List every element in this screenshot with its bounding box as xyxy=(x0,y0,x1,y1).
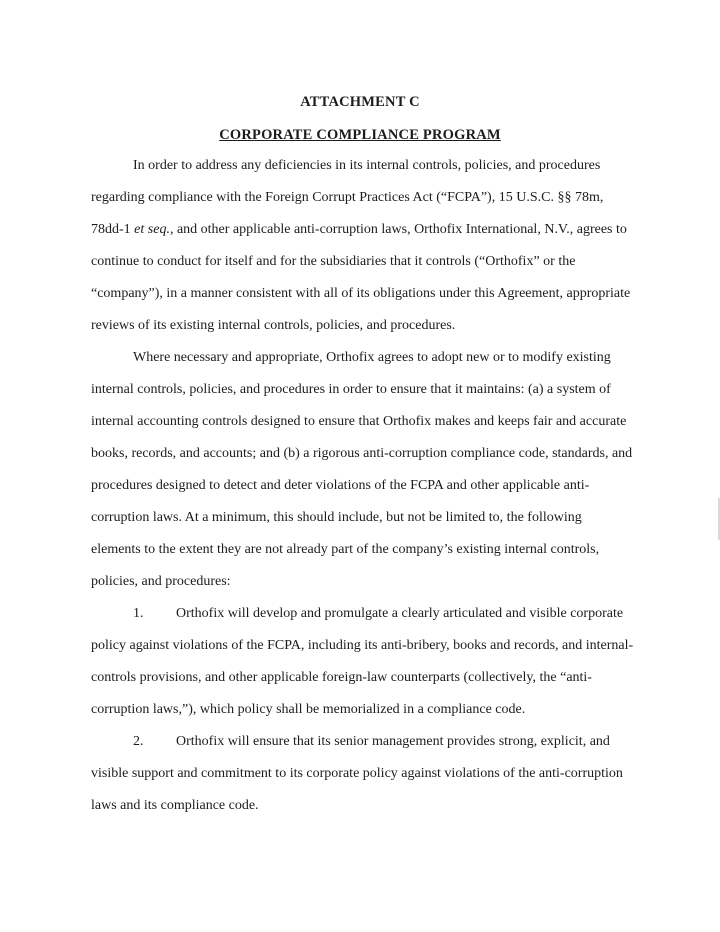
item1-line: controls provisions, and other applicable foreign-law counterparts (collectively, the “anti- xyxy=(91,670,592,685)
para2-line: corruption laws. At a minimum, this should include, but not be limited to, the following xyxy=(91,510,582,525)
para2-line: elements to the extent they are not already part of the company’s existing internal controls, xyxy=(91,542,600,557)
item2-line: laws and its compliance code. xyxy=(91,798,259,813)
item1-line: Orthofix will develop and promulgate a clearly articulated and visible corporate xyxy=(176,606,624,621)
para2-line: books, records, and accounts; and (b) a rigorous anti-corruption compliance code, standards, and xyxy=(91,446,633,461)
para2-line: internal controls, policies, and procedures in order to ensure that it maintains: (a) a system of xyxy=(91,382,611,397)
para1-line-pre: 78dd-1 xyxy=(91,222,135,237)
item2-number: 2. xyxy=(133,734,144,749)
para1-line: reviews of its existing internal controls, policies, and procedures. xyxy=(91,318,456,333)
item1-line: corruption laws,”), which policy shall be memorialized in a compliance code. xyxy=(91,702,526,717)
attachment-title: ATTACHMENT C xyxy=(300,94,420,110)
para1-line: “company”), in a manner consistent with all of its obligations under this Agreement, appropriate xyxy=(91,286,631,301)
item1-line: policy against violations of the FCPA, including its anti-bribery, books and records, and internal- xyxy=(91,638,634,653)
para1-line-post: , and other applicable anti-corruption laws, Orthofix International, N.V., agrees to xyxy=(169,222,627,237)
para2-line: internal accounting controls designed to ensure that Orthofix makes and keeps fair and accurate xyxy=(91,414,627,429)
para2-line: procedures designed to detect and deter violations of the FCPA and other applicable anti- xyxy=(91,478,590,493)
item2-line: Orthofix will ensure that its senior management provides strong, explicit, and xyxy=(176,734,610,749)
para2-line: policies, and procedures: xyxy=(91,574,231,589)
item1-number: 1. xyxy=(133,606,144,621)
program-title: CORPORATE COMPLIANCE PROGRAM xyxy=(219,127,501,143)
para1-line: continue to conduct for itself and for the subsidiaries that it controls (“Orthofix” or the xyxy=(91,254,576,269)
para1-line: regarding compliance with the Foreign Corrupt Practices Act (“FCPA”), 15 U.S.C. §§ 78m, xyxy=(91,190,604,205)
et-seq-italic: et seq. xyxy=(134,222,170,237)
para1-line xyxy=(91,221,627,239)
para2-line: Where necessary and appropriate, Orthofix agrees to adopt new or to modify existing xyxy=(133,350,611,365)
para1-line: In order to address any deficiencies in its internal controls, policies, and procedures xyxy=(133,158,601,173)
item2-line: visible support and commitment to its corporate policy against violations of the anti-corruption xyxy=(91,766,623,781)
